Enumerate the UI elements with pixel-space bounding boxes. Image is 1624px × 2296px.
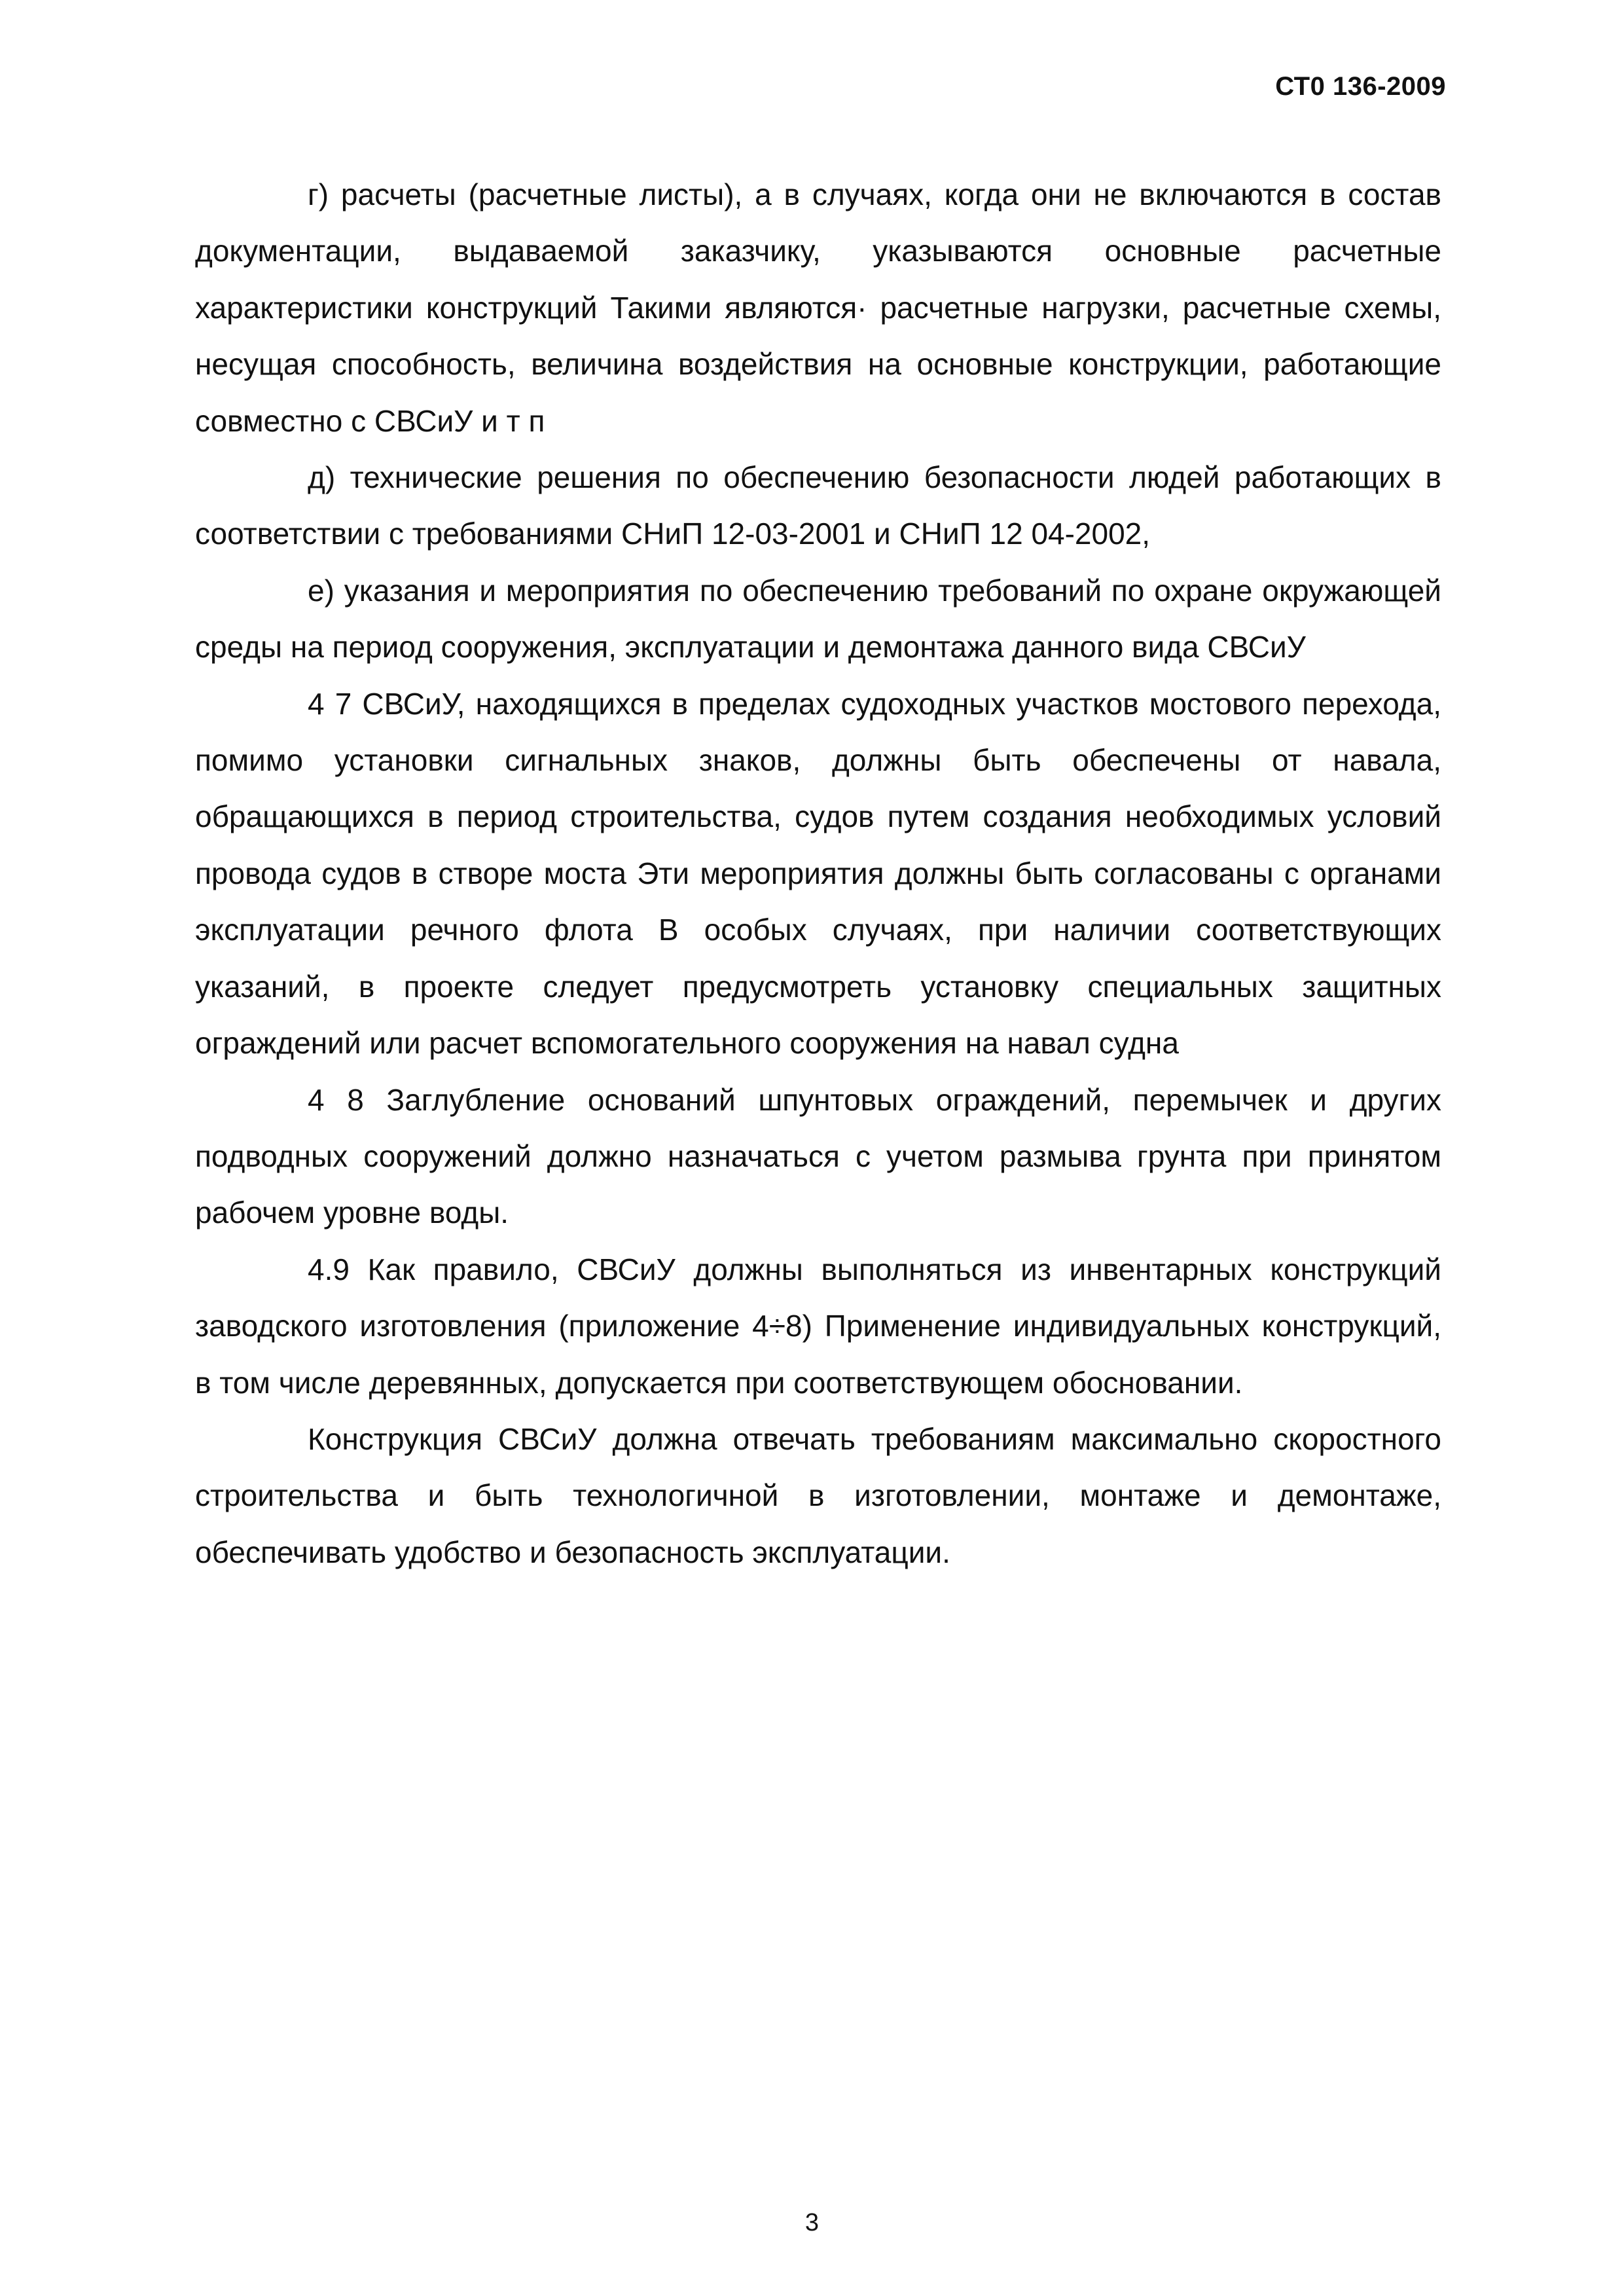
paragraph-item-g: г) расчеты (расчетные листы), а в случаях, когда они не включаются в состав документации, выдаваемой заказчику, указываются основные расчетные характеристики конструкций Такими являются· расчетные нагрузки, расчетные схемы, несущая способность, величина воздействия на основные конструкции, работающие совместно с СВСиУ и т п	[195, 177, 1441, 438]
document-code: СТ0 136-2009	[1275, 72, 1446, 101]
body-text	[195, 166, 1441, 1580]
paragraph-item-e: е) указания и мероприятия по обеспечению требований по охране окружающей среды на период сооружения, эксплуатации и демонтажа данного вида СВСиУ	[195, 573, 1441, 665]
paragraph-item-d: д) технические решения по обеспечению безопасности людей работающих в соответствии с требованиями СНиП 12-03-2001 и СНиП 12 04-2002,	[195, 460, 1441, 551]
paragraph-clause-4-8: 4 8 Заглубление оснований шпунтовых ограждений, перемычек и других подводных сооружений должно назначаться с учетом размыва грунта при принятом рабочем уровне воды.	[195, 1082, 1441, 1230]
paragraph-construction-requirements: Конструкция СВСиУ должна отвечать требованиям максимально скоростного строительства и быть технологичной в изготовлении, монтаже и демонтаже, обеспечивать удобство и безопасность эксплуатации.	[195, 1421, 1441, 1569]
paragraph-clause-4-7: 4 7 СВСиУ, находящихся в пределах судоходных участков мостового перехода, помимо установки сигнальных знаков, должны быть обеспечены от навала, обращающихся в период строительства, судов путем создания необходимых условий провода судов в створе моста Эти мероприятия должны быть согласованы с органами эксплуатации речного флота В особых случаях, при наличии соответствующих указаний, в проекте следует предусмотреть установку специальных защитных ограждений или расчет вспомогательного сооружения на навал судна	[195, 686, 1441, 1061]
page-number: 3	[804, 2209, 820, 2236]
paragraph-clause-4-9: 4.9 Как правило, СВСиУ должны выполняться из инвентарных конструкций заводского изготовления (приложение 4÷8) Применение индивидуальных конструкций, в том числе деревянных, допускается при соответствующем обосновании.	[195, 1252, 1441, 1400]
